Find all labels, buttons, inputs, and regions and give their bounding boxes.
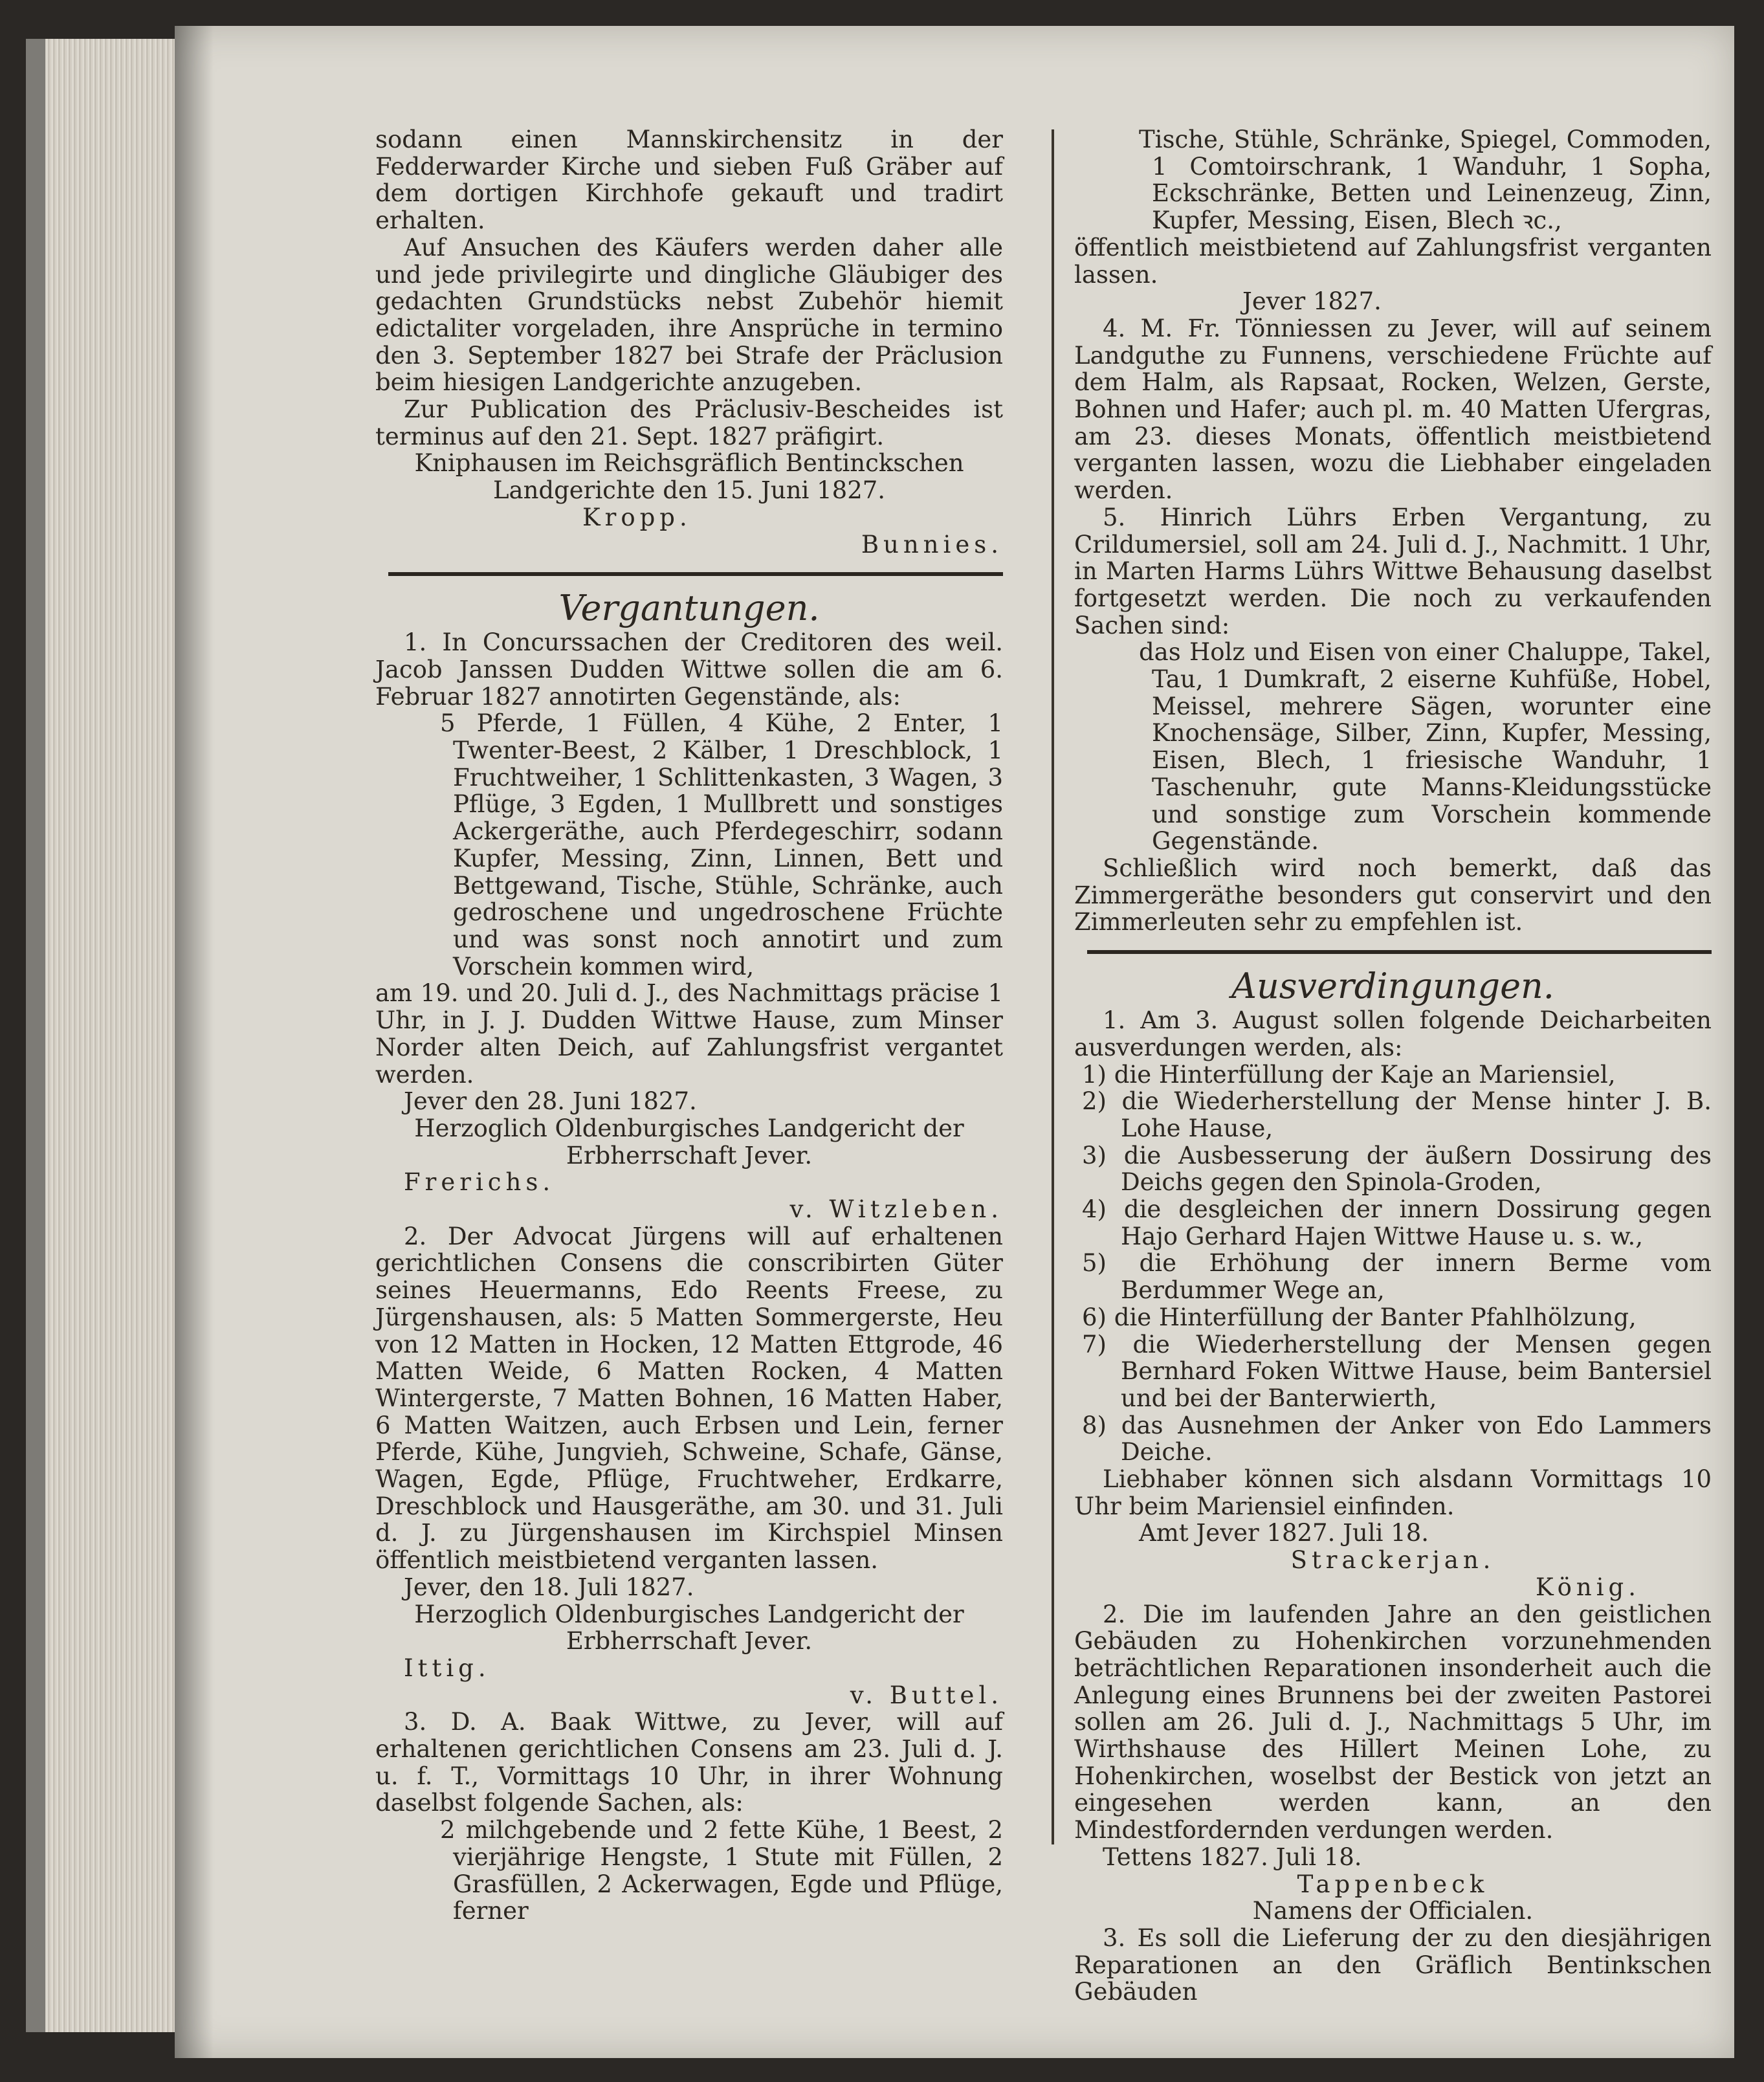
intro-paragraph: Auf Ansuchen des Käufers werden daher alle und jede privilegirte und dingliche Gläubiger des gedachten Grundstücks nebst Zubehör hiemit edictaliter vorgeladen, ihre Ansprüche in termino den 3. September 1827 bei Strafe der Präclusion beim hiesigen Landgerichte anzugeben. xyxy=(375,233,1003,397)
notice-date: Jever den 28. Juni 1827. xyxy=(404,1087,697,1116)
list-item: 2) die Wiederherstellung der Mense hinter J. B. Lohe Hause, xyxy=(1082,1087,1712,1142)
book-page-edges xyxy=(26,39,194,2032)
notice-item-5: 5. Hinrich Lührs Erben Vergantung, zu Crildumersiel, soll am 24. Juli d. J., Nachmitt. 1 Uhr, in Marten Harms Lührs Wittwe Behausung daselbst fortgesetzt werden. Die noch zu verkaufenden Sachen sind: xyxy=(1074,503,1712,639)
notice-date: Amt Jever 1827. Juli 18. xyxy=(1139,1519,1429,1547)
intro-paragraph: sodann einen Mannskirchensitz in der Fedderwarder Kirche und sieben Fuß Gräber auf dem dortigen Kirchhofe gekauft und tradirt erhalten. xyxy=(375,126,1003,235)
list-item: 5) die Erhöhung der innern Berme vom Berdummer Wege an, xyxy=(1082,1249,1712,1305)
signature: v. Buttel. xyxy=(850,1681,1003,1709)
signature: König. xyxy=(1535,1573,1640,1601)
signature: Bunnies. xyxy=(861,530,1003,559)
section-title-ausverdingungen: Ausverdingungen. xyxy=(1231,966,1554,1007)
list-item: 3) die Ausbesserung der äußern Dossirung des Deichs gegen den Spinola-Groden, xyxy=(1082,1141,1712,1197)
intro-paragraph: Zur Publication des Präclusiv-Bescheides ist terminus auf den 21. Sept. 1827 präfigirt. xyxy=(375,395,1003,450)
continued-list: Tische, Stühle, Schränke, Spiegel, Commoden, 1 Comtoirschrank, 1 Wanduhr, 1 Sopha, Eckschränke, Betten und Leinenzeug, Zinn, Kupfer, Messing, Eisen, Blech ꝛc., xyxy=(1139,126,1712,235)
notice-date: Jever, den 18. Juli 1827. xyxy=(404,1573,694,1601)
court-name: Herzoglich Oldenburgisches Landgericht der Erbherrschaft Jever. xyxy=(414,1600,964,1656)
signature: Namens der Officialen. xyxy=(1252,1897,1534,1925)
notice-item-1-rest: am 19. und 20. Juli d. J., des Nachmittags präcise 1 Uhr, in J. J. Dudden Wittwe Hause, zum Minser Norder alten Deich, auf Zahlungsfrist vergantet werden. xyxy=(375,979,1003,1089)
continued-text: öffentlich meistbietend auf Zahlungsfrist verganten lassen. xyxy=(1074,233,1712,289)
notice-aus-1: 1. Am 3. August sollen folgende Deicharbeiten ausverdungen werden, als: xyxy=(1074,1006,1712,1061)
notice-item-3-list: 2 milchgebende und 2 fette Kühe, 1 Beest, 2 vierjährige Hengste, 1 Stute mit Füllen, 2 Grasfüllen, 2 Ackerwagen, Egde und Pflüge, ferner xyxy=(440,1816,1003,1925)
notice-item-5-note: Schließlich wird noch bemerkt, daß das Zimmergeräthe besonders gut conservirt und den Zimmerleuten sehr zu empfehlen ist. xyxy=(1074,854,1712,936)
notice-item-3: 3. D. A. Baak Wittwe, zu Jever, will auf erhaltenen gerichtlichen Consens am 23. Juli d. J. u. f. T., Vormittags 10 Uhr, in ihrer Wohnung daselbst folgende Sachen, als: xyxy=(375,1708,1003,1817)
notice-item-1-list: 5 Pferde, 1 Füllen, 4 Kühe, 2 Enter, 1 Twenter-Beest, 2 Kälber, 1 Dreschblock, 1 Fruchtweiher, 1 Schlittenkasten, 3 Wagen, 3 Pflüge, 3 Egden, 1 Mullbrett und sonstiges Ackergeräthe, auch Pferdegeschirr, sodann Kupfer, Messing, Zinn, Linnen, Bett und Bettgewand, Tische, Stühle, Schränke, auch gedroschene und ungedroschene Früchte und was sonst noch annotirt und zum Vorschein kommen wird, xyxy=(440,709,1003,980)
notice-aus-2: 2. Die im laufenden Jahre an den geistlichen Gebäuden zu Hohenkirchen vorzunehmenden beträchtlichen Reparationen insonderheit auch die Anlegung eines Brunnens bei der zweiten Pastorei sollen am 26. Juli d. J., Nachmittags 5 Uhr, im Wirthshause des Hillert Meinen Lohe, zu Hohenkirchen, woselbst der Bestick von jetzt an eingesehen werden kann, an den Mindestfordernden verdungen werden. xyxy=(1074,1600,1712,1844)
column-divider xyxy=(1052,129,1054,1844)
notice-item-4: 4. M. Fr. Tönniessen zu Jever, will auf seinem Landguthe zu Funnens, verschiedene Früchte auf dem Halm, als Rapsaat, Rocken, Welzen, Gerste, Bohnen und Hafer; auch pl. m. 40 Matten Ufergras, am 23. dieses Monats, öffentlich meistbietend verganten lassen, wozu die Liebhaber eingeladen werden. xyxy=(1074,314,1712,505)
signature: Tappenbeck xyxy=(1297,1870,1489,1898)
section-title-vergantungen: Vergantungen. xyxy=(558,588,820,629)
court-name: Herzoglich Oldenburgisches Landgericht der Erbherrschaft Jever. xyxy=(414,1114,964,1169)
signature: Kropp. xyxy=(582,503,692,531)
spine-shadow xyxy=(175,26,214,2058)
signature: Frerichs. xyxy=(404,1168,555,1197)
notice-aus-1-note: Liebhaber können sich alsdann Vormittags 10 Uhr beim Mariensiel einfinden. xyxy=(1074,1465,1712,1520)
intro-place-date: Kniphausen im Reichsgräflich Bentinckschen Landgerichte den 15. Juni 1827. xyxy=(414,449,964,505)
section-rule xyxy=(388,572,1003,576)
notice-item-1: 1. In Concurssachen der Creditoren des weil. Jacob Janssen Dudden Wittwe sollen die am 6. Februar 1827 annotirten Gegenstände, als: xyxy=(375,628,1003,711)
list-item: 1) die Hinterfüllung der Kaje an Mariensiel, xyxy=(1082,1060,1616,1089)
notice-aus-3: 3. Es soll die Lieferung der zu den diesjährigen Reparationen an den Gräflich Bentinkschen Gebäuden xyxy=(1074,1924,1712,2006)
signature: v. Witzleben. xyxy=(789,1195,1003,1224)
notice-date: Tettens 1827. Juli 18. xyxy=(1103,1843,1362,1871)
list-item: 6) die Hinterfüllung der Banter Pfahlhölzung, xyxy=(1082,1303,1637,1331)
list-item: 4) die desgleichen der innern Dossirung gegen Hajo Gerhard Hajen Wittwe Hause u. s. w., xyxy=(1082,1195,1712,1250)
notice-item-2: 2. Der Advocat Jürgens will auf erhaltenen gerichtlichen Consens die conscribirten Güter seines Heuermanns, Edo Reents Freese, zu Jürgenshausen, als: 5 Matten Sommergerste, Heu von 12 Matten in Hocken, 12 Matten Ettgrode, 46 Matten Weide, 6 Matten Rocken, 4 Matten Wintergerste, 7 Matten Bohnen, 16 Matten Haber, 6 Matten Waitzen, auch Erbsen und Lein, ferner Pferde, Kühe, Jungvieh, Schweine, Schafe, Gänse, Wagen, Egde, Pflüge, Fruchtweher, Erdkarre, Dreschblock und Hausgeräthe, am 30. und 31. Juli d. J. zu Jürgenshausen im Kirchspiel Minsen öffentlich meistbietend verganten lassen. xyxy=(375,1222,1003,1575)
signature: Ittig. xyxy=(404,1654,491,1682)
list-item: 8) das Ausnehmen der Anker von Edo Lammers Deiche. xyxy=(1082,1411,1712,1467)
list-item: 7) die Wiederherstellung der Mensen gegen Bernhard Foken Wittwe Hause, beim Bantersiel und bei der Banterwierth, xyxy=(1082,1330,1712,1412)
left-column xyxy=(375,126,1003,1925)
notice-date: Jever 1827. xyxy=(1242,287,1382,316)
section-rule xyxy=(1087,950,1712,954)
right-column xyxy=(1074,126,1712,2006)
signature: Strackerjan. xyxy=(1290,1546,1495,1575)
notice-item-5-list: das Holz und Eisen von einer Chaluppe, Takel, Tau, 1 Dumkraft, 2 eiserne Kuhfüße, Hobel, Meissel, mehrere Sägen, worunter eine Knochensäge, Silber, Zinn, Kupfer, Messing, Eisen, Blech, 1 friesische Wanduhr, 1 Taschenuhr, gute Manns-Kleidungsstücke und sonstige zum Vorschein kommende Gegenstände. xyxy=(1139,638,1712,856)
